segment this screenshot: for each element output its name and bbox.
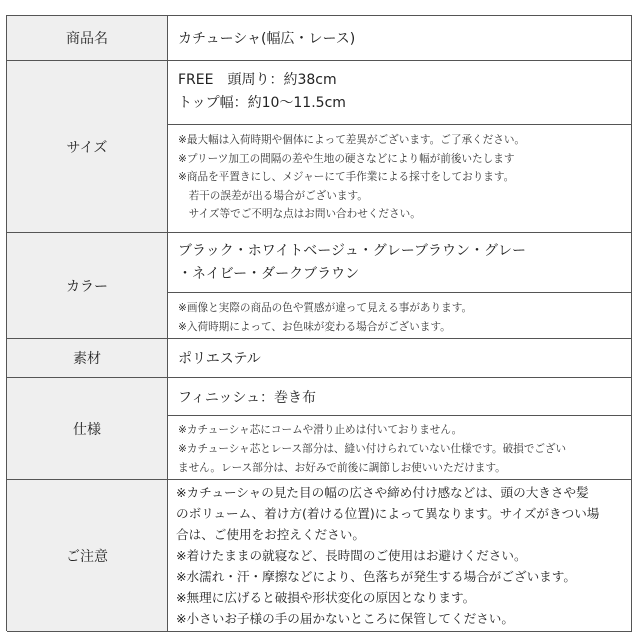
size-note: 若干の誤差が出る場合がございます。 [178,189,368,202]
row-material [7,339,632,378]
color-note: ※入荷時期によって、お色味が変わる場合がございます。 [178,320,451,333]
size-note: サイズ等でご不明な点はお問い合わせください。 [178,208,421,221]
color-line: ・ネイビー・ダークブラウン [178,266,360,282]
product-info-table [6,15,632,631]
row-spec [7,378,632,480]
content-product-name [168,16,632,60]
label-product-name: 商品名 [7,16,168,60]
caution-line: ※小さいお子様の手の届かないところに保管してください。 [176,611,514,626]
content-size [168,61,632,232]
spec-line: フィニッシュ：巻き布 [178,390,317,406]
spec-note: ません。レース部分は、お好みで前後に調節しお使いいただけます。 [178,462,506,475]
caution-line: ※無理に広げると破損や形状変化の原因となります。 [176,590,476,605]
label-color: カラー [7,233,168,338]
caution-line: ※水濡れ・汗・摩擦などにより、色落ちが発生する場合がございます。 [176,569,576,584]
spec-note: ※カチューシャ芯とレース部分は、縫い付けられていない仕様です。破損でござい [178,443,567,456]
size-line: トップ幅：約10〜11.5cm [178,95,346,111]
color-note: ※画像と実際の商品の色や質感が違って見える事があります。 [178,302,473,314]
color-notes [168,292,631,338]
content-spec [168,378,632,479]
row-product-name [7,16,632,61]
caution-line: ※カチューシャの見た目の幅の広さや締め付け感などは、頭の大きさや髪 [176,485,589,500]
spec-notes [168,415,631,479]
content-caution [168,480,632,631]
size-note: ※最大幅は入荷時期や個体によって差異がございます。ご了承ください。 [178,134,526,146]
label-material: 素材 [7,339,168,377]
label-size: サイズ [7,61,168,232]
row-caution [7,480,632,632]
caution-line: ※着けたままの就寝など、長時間のご使用はお避けください。 [176,548,527,563]
content-material [168,339,632,377]
label-caution: ご注意 [7,480,168,631]
size-note: ※商品を平置きにし、メジャーにて手作業による採寸をしております。 [178,171,515,184]
caution-notes [168,480,631,631]
size-line: FREE 頭周り：約38cm [178,72,337,88]
caution-line: のボリューム、着け方(着ける位置)によって異なります。サイズがきつい場 [176,506,600,521]
color-line: ブラック・ホワイトベージュ・グレーブラウン・グレー [178,243,527,259]
product-name-value: カチューシャ(幅広・レース) [178,31,356,47]
material-value: ポリエステル [178,351,261,367]
row-size [7,61,632,233]
content-color [168,233,632,338]
size-notes [168,124,631,232]
caution-line: 合は、ご使用をお控えください。 [176,527,365,542]
row-color [7,233,632,339]
label-spec: 仕様 [7,378,168,479]
size-note: ※プリーツ加工の間隔の差や生地の硬さなどにより幅が前後いたします [178,152,515,165]
spec-note: ※カチューシャ芯にコームや滑り止めは付いておりません。 [178,424,463,436]
